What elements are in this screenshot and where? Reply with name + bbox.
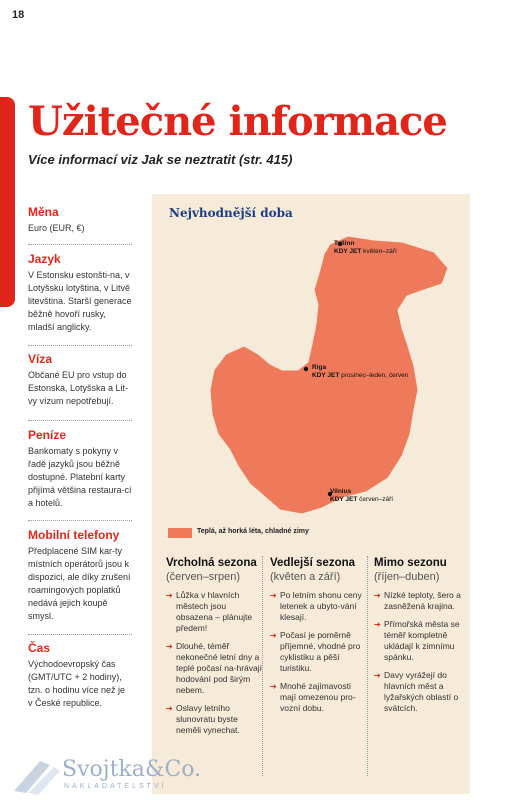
baltic-map [152, 194, 470, 544]
season-item: ➔ Přímořská města se téměř kompletně ukládají k zimnímu spánku. [374, 619, 470, 663]
info-heading: Víza [28, 352, 53, 366]
season-peak [166, 556, 262, 743]
season-title: Vrcholná sezona [166, 557, 257, 569]
info-currency [28, 205, 132, 235]
season-item: ➔ Po letním shonu ceny letenek a ubyto-vání klesají. [270, 590, 366, 623]
season-period: (říjen–duben) [374, 571, 440, 583]
season-item: ➔ Dlouhé, téměř nekonečné letní dny a teplé počasí na-hrávají hodování pod širým nebem. [166, 641, 262, 696]
info-text: Předplacené SIM kar-ty místních operátorů jsou k dispozici, ale díky zrušení roamingových poplatků nedává jejich koupě smysl. [28, 546, 131, 621]
info-heading: Čas [28, 641, 51, 655]
page-number: 18 [12, 9, 25, 21]
info-visa [28, 352, 132, 408]
info-text: Občané EU pro vstup do Estonska, Lotyšska a Lit-vy vízum nepotřebují. [28, 370, 129, 406]
column-divider [262, 556, 263, 776]
season-item: ➔ Oslavy letního slunovratu byste neměli vynechat. [166, 703, 262, 736]
divider [28, 634, 132, 635]
section-tab [0, 97, 15, 307]
legend-label: Teplá, až horká léta, chladné zimy [197, 528, 309, 535]
page-title: Užitečné informace [28, 98, 447, 145]
info-money [28, 428, 132, 510]
publisher-tagline: NAKLADATELSTVÍ [64, 783, 167, 790]
info-text: Bankomaty s pokyny v řadě jazyků jsou běžně dostupné. Platební karty přijímá většina restaura-cí a hotelů. [28, 446, 132, 508]
season-item: ➔ Davy vyrážejí do hlavních měst a lyžařských oblastí o svátcích. [374, 670, 470, 714]
info-text: Euro (EUR, €) [28, 223, 85, 233]
season-title: Vedlejší sezona [270, 557, 356, 569]
season-shoulder [270, 556, 366, 721]
info-text: V Estonsku estonšti-na, v Lotyšsku lotyština, v Litvě litevština. Starší generace běžně hovoří rusky, mladší anglicky. [28, 270, 132, 332]
page-subtitle: Více informací viz Jak se neztratit (str. 415) [28, 152, 293, 167]
info-text: Východoevropský čas (GMT/UTC + 2 hodiny), tzn. o hodinu více než je v České republice. [28, 659, 126, 708]
season-off [374, 556, 470, 721]
season-title: Mimo sezonu [374, 557, 447, 569]
info-heading: Měna [28, 205, 59, 219]
season-item: ➔ Nízké teploty, šero a zasněžená krajina. [374, 590, 470, 612]
divider [28, 520, 132, 521]
divider [28, 420, 132, 421]
season-item: ➔ Lůžka v hlavních městech jsou obsazena – plánujte předem! [166, 590, 262, 634]
map-title: Nejvhodnější doba [169, 206, 293, 220]
divider [28, 345, 132, 346]
city-label-riga: Riga KDY JET prosinec–leden, červen [312, 364, 409, 379]
riga-marker [304, 367, 308, 371]
season-period: (květen a září) [270, 571, 341, 583]
season-item: ➔ Počasí je poměrně příjemné, vhodné pro cyklistiku a pěší turistiku. [270, 630, 366, 674]
season-item: ➔ Mnohé zajímavosti mají omezenou pro-vozní dobu. [270, 681, 366, 714]
info-mobile [28, 528, 132, 623]
info-heading: Peníze [28, 428, 67, 442]
legend-swatch [168, 528, 192, 538]
info-heading: Jazyk [28, 252, 61, 266]
publisher-name: Svojtka&Co. [62, 757, 202, 782]
divider [28, 244, 132, 245]
city-label-tallinn: Tallinn KDY JET květen–září [334, 240, 397, 255]
info-heading: Mobilní telefony [28, 528, 120, 542]
info-language [28, 252, 132, 334]
info-time [28, 641, 132, 710]
column-divider [367, 556, 368, 776]
season-period: (červen–srpen) [166, 571, 240, 583]
city-label-vilnius: Vilnius KDY JET červen–září [330, 488, 394, 503]
